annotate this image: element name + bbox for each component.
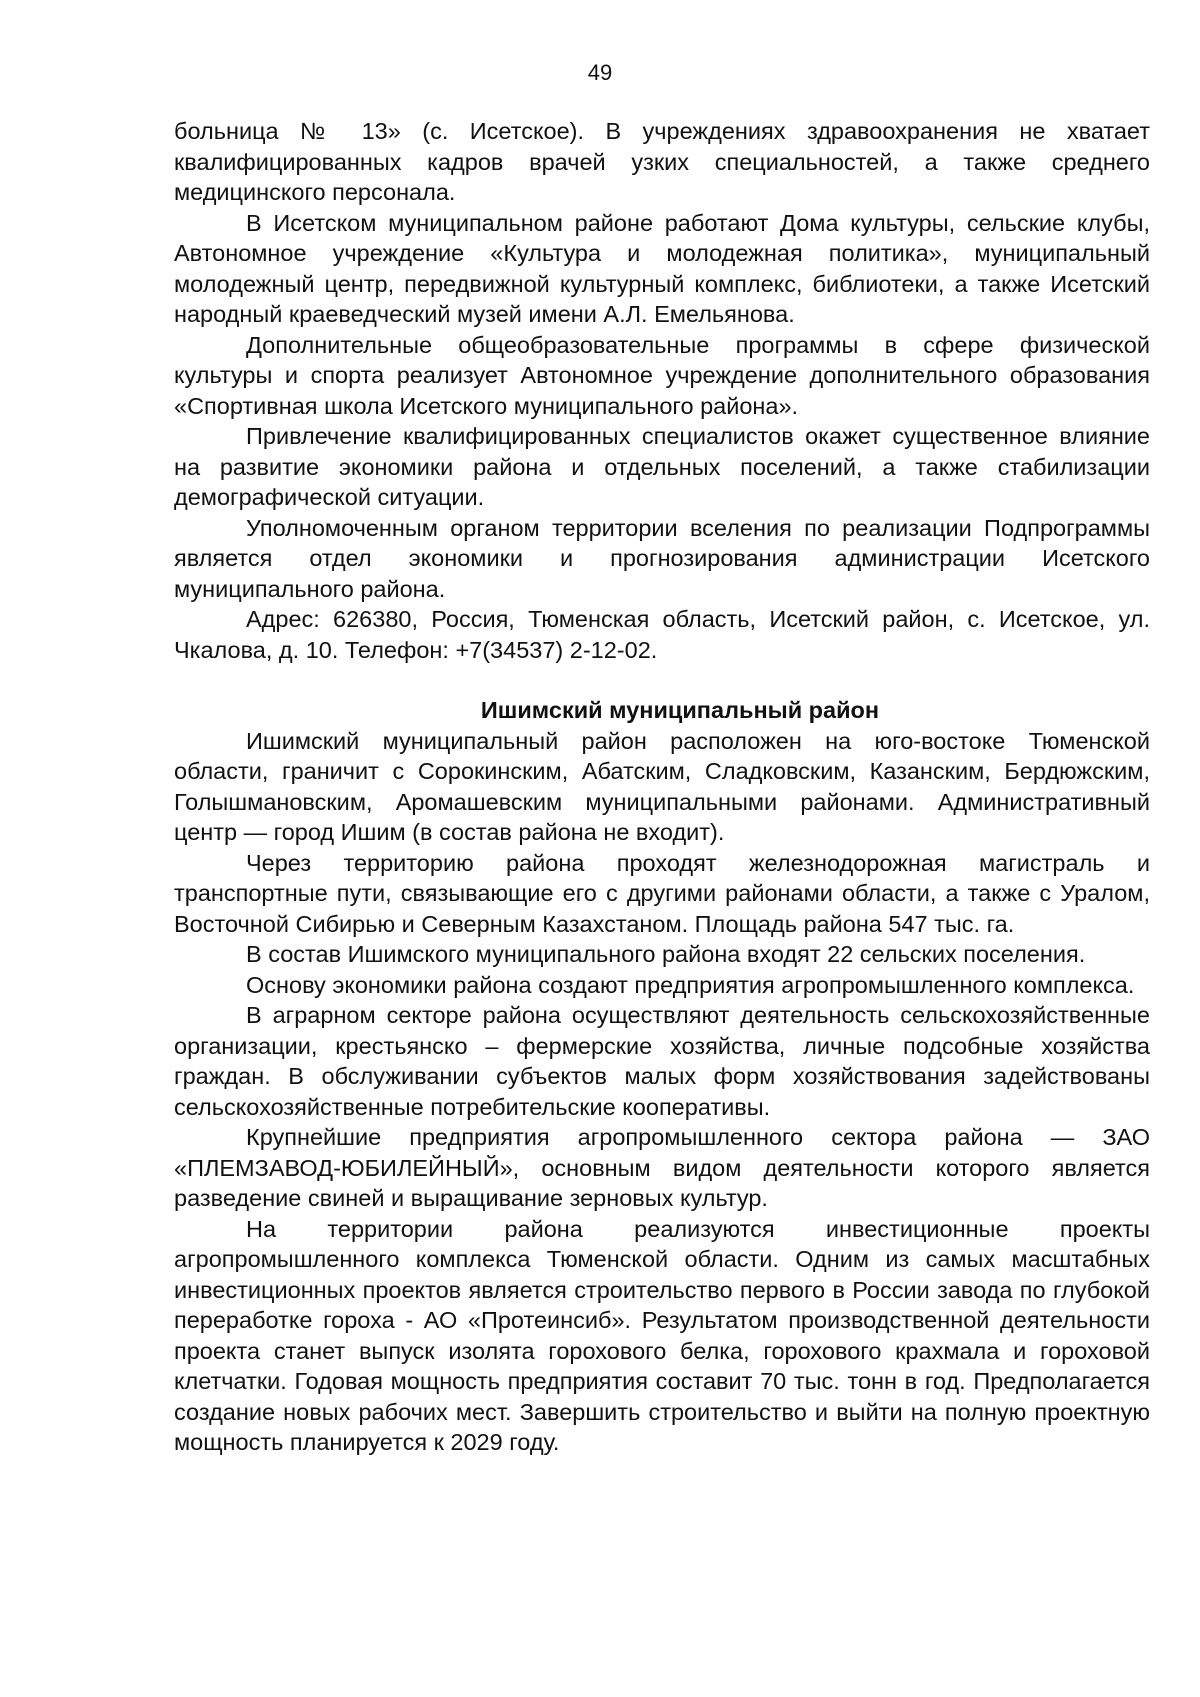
section-spacer — [174, 665, 1150, 695]
paragraph: Привлечение квалифицированных специалистов окажет существенное влияние на развитие экономики района и отдельных поселений, а также стабилизации демографической ситуации. — [174, 423, 1150, 510]
page-content — [174, 116, 1150, 1458]
paragraph-continuation: больница № 13» (с. Исетское). В учреждениях здравоохранения не хватает квалифицированных кадров врачей узких специальностей, а также среднего медицинского персонала. — [174, 118, 1150, 205]
paragraph: В Исетском муниципальном районе работают Дома культуры, сельские клубы, Автономное учреждение «Культура и молодежная политика», муниципальный молодежный центр, передвижной культурный комплекс, библиотеки, а также Исетский народный краеведческий музей имени А.Л. Емельянова. — [174, 209, 1150, 327]
section-heading: Ишимский муниципальный район — [480, 697, 880, 723]
paragraph: Адрес: 626380, Россия, Тюменская область, Исетский район, с. Исетское, ул. Чкалова, д. 10. Телефон: +7(34537) 2-12-02. — [174, 606, 1150, 663]
paragraph: Ишимский муниципальный район расположен на юго-востоке Тюменской области, граничит с Сорокинским, Абатским, Сладковским, Казанским, Бердюжским, Голышмановским, Аромашевским муниципальными районами. Административный центр — город Ишим (в состав района не входит). — [174, 727, 1150, 845]
paragraph: Дополнительные общеобразовательные программы в сфере физической культуры и спорта реализует Автономное учреждение дополнительного образования «Спортивная школа Исетского муниципального района». — [174, 331, 1150, 419]
paragraph: Крупнейшие предприятия агропромышленного сектора района — ЗАО «ПЛЕМЗАВОД-ЮБИЛЕЙНЫЙ», основным видом деятельности которого является разведение свиней и выращивание зерновых культур. — [174, 1124, 1150, 1211]
paragraph: Уполномоченным органом территории вселения по реализации Подпрограммы является отдел экономики и прогнозирования администрации Исетского муниципального района. — [174, 514, 1150, 602]
page-number: 49 — [587, 60, 613, 85]
paragraph: Через территорию района проходят железнодорожная магистраль и транспортные пути, связывающие его с другими районами области, а также с Уралом, Восточной Сибирью и Северным Казахстаном. Площадь района 547 тыс. га. — [174, 849, 1150, 937]
paragraph: Основу экономики района создают предприятия агропромышленного комплекса. — [246, 971, 1135, 998]
paragraph: На территории района реализуются инвестиционные проекты агропромышленного комплекса Тюменской области. Одним из самых масштабных инвестиционных проектов является строительство первого в России завода по глубокой переработке гороха - АО «Протеинсиб». Результатом производственной деятельности проекта станет выпуск изолята горохового белка, горохового крахмала и гороховой клетчатки. Годовая мощность предприятия составит 70 тыс. тонн в год. Предполагается создание новых рабочих мест. Завершить строительство и выйти на полную проектную мощность планируется к 2029 году. — [174, 1215, 1150, 1455]
paragraph: В состав Ишимского муниципального района входят 22 сельских поселения. — [246, 941, 1086, 967]
paragraph: В аграрном секторе района осуществляют деятельность сельскохозяйственные организации, крестьянско – фермерские хозяйства, личные подсобные хозяйства граждан. В обслуживании субъектов малых форм хозяйствования задействованы сельскохозяйственные потребительские кооперативы. — [174, 1002, 1150, 1120]
